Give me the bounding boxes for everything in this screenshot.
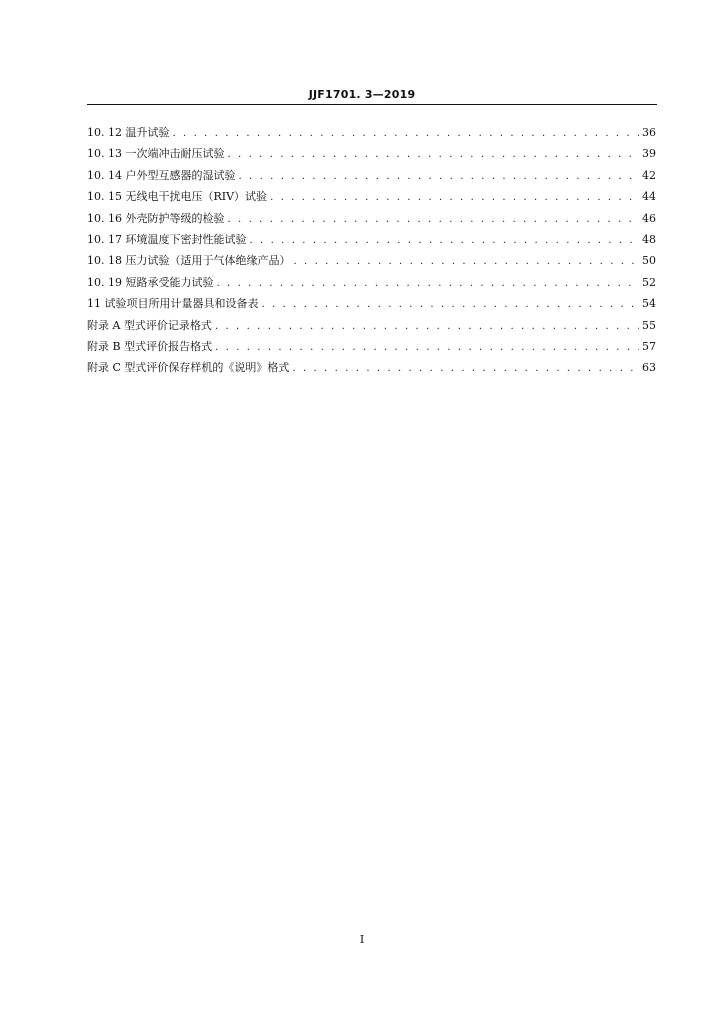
toc-entry[interactable] bbox=[87, 186, 656, 207]
toc-entry-title: 附录 C 型式评价保存样机的《说明》格式 bbox=[87, 361, 290, 375]
toc-entry-title: 10. 16 外壳防护等级的检验 bbox=[87, 211, 225, 225]
toc-entry[interactable] bbox=[87, 208, 656, 229]
toc-entry[interactable] bbox=[87, 336, 656, 357]
toc-entry-title: 10. 14 户外型互感器的湿试验 bbox=[87, 168, 236, 182]
toc-entry-page: 63 bbox=[642, 361, 656, 375]
toc-leader-dots bbox=[249, 230, 639, 251]
toc-entry-page: 54 bbox=[642, 297, 656, 311]
toc-entry-page: 48 bbox=[642, 232, 656, 246]
toc-entry[interactable] bbox=[87, 293, 656, 314]
toc-entry-page: 46 bbox=[642, 211, 656, 225]
toc-entry-page: 52 bbox=[642, 275, 656, 289]
toc-entry[interactable] bbox=[87, 315, 656, 336]
toc-leader-dots bbox=[227, 209, 639, 230]
toc-entry-page: 44 bbox=[642, 190, 656, 204]
toc-entry-title: 附录 B 型式评价报告格式 bbox=[87, 339, 213, 353]
toc-entry-page: 55 bbox=[642, 318, 656, 332]
toc-leader-dots bbox=[293, 251, 639, 272]
toc-entry[interactable] bbox=[87, 122, 656, 143]
toc-leader-dots bbox=[292, 358, 639, 379]
header-rule bbox=[87, 104, 657, 105]
toc-entry-page: 39 bbox=[642, 147, 656, 161]
toc-entry[interactable] bbox=[87, 272, 656, 293]
toc-entry[interactable] bbox=[87, 357, 656, 378]
document-header: JJF1701. 3—2019 bbox=[308, 88, 416, 101]
page-number: I bbox=[359, 933, 365, 946]
toc-leader-dots bbox=[172, 123, 639, 144]
toc-entry-title: 11 试验项目所用计量器具和设备表 bbox=[87, 297, 259, 311]
toc-entry-title: 10. 19 短路承受能力试验 bbox=[87, 275, 214, 289]
toc-entry-title: 10. 18 压力试验（适用于气体绝缘产品） bbox=[87, 254, 291, 268]
toc-entry-title: 10. 13 一次端冲击耐压试验 bbox=[87, 147, 225, 161]
toc-entry[interactable] bbox=[87, 229, 656, 250]
toc-entry-title: 10. 15 无线电干扰电压（RIV）试验 bbox=[87, 190, 268, 204]
toc-entry-page: 42 bbox=[642, 168, 656, 182]
toc-leader-dots bbox=[216, 273, 639, 294]
toc-entry-page: 57 bbox=[642, 339, 656, 353]
toc-entry[interactable] bbox=[87, 250, 656, 271]
toc-entry-page: 50 bbox=[642, 254, 656, 268]
toc-entry-title: 附录 A 型式评价记录格式 bbox=[87, 318, 212, 332]
toc-entry[interactable] bbox=[87, 143, 656, 164]
toc-leader-dots bbox=[215, 316, 639, 337]
toc-leader-dots bbox=[270, 187, 639, 208]
toc-entry-title: 10. 12 温升试验 bbox=[87, 126, 170, 139]
toc-leader-dots bbox=[227, 144, 639, 165]
toc-entry-page: 36 bbox=[642, 126, 656, 139]
toc-leader-dots bbox=[262, 294, 640, 315]
toc-leader-dots bbox=[238, 166, 639, 187]
toc-entry-title: 10. 17 环境温度下密封性能试验 bbox=[87, 232, 247, 246]
toc-leader-dots bbox=[215, 337, 639, 358]
toc-entry[interactable] bbox=[87, 165, 656, 186]
table-of-contents bbox=[87, 122, 656, 379]
